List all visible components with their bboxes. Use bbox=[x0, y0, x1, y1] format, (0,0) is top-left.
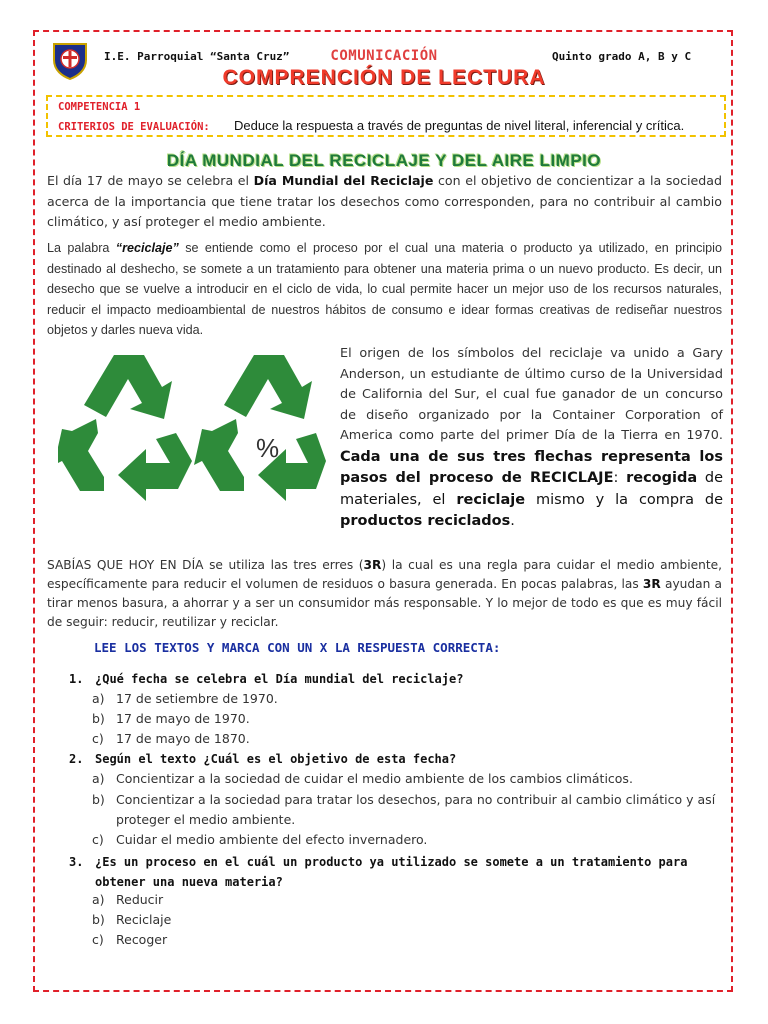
paragraph-1: El día 17 de mayo se celebra el Día Mundial del Reciclaje con el objetivo de concientizar a la sociedad acerca de la importancia que tiene tratar los desechos como corresponden, para no contribuir al cambio climático, y así proteger el medio ambiente. bbox=[47, 173, 723, 229]
reading-title: DÍA MUNDIAL DEL RECICLAJE Y DEL AIRE LIMPIO bbox=[166, 151, 602, 170]
competencia-label: COMPETENCIA 1 bbox=[58, 101, 141, 113]
question-1: 1. ¿Qué fecha se celebra el Día mundial del reciclaje? bbox=[69, 672, 464, 686]
question-2-option-a[interactable]: a) Concientizar a la sociedad de cuidar el medio ambiente de los cambios climáticos. bbox=[92, 771, 633, 786]
question-1-option-c[interactable]: c) 17 de mayo de 1870. bbox=[92, 731, 250, 746]
question-2-option-c[interactable]: c) Cuidar el medio ambiente del efecto invernadero. bbox=[92, 832, 428, 847]
quiz-instruction: LEE LOS TEXTOS Y MARCA CON UN X LA RESPUESTA CORRECTA: bbox=[94, 640, 501, 655]
question-2: 2. Según el texto ¿Cuál es el objetivo de esta fecha? bbox=[69, 752, 457, 766]
question-3: 3. ¿Es un proceso en el cuál un producto ya utilizado se somete a un tratamiento para obtener una nueva materia? bbox=[69, 855, 688, 889]
criterios-label: CRITERIOS DE EVALUACIÓN: bbox=[58, 121, 210, 133]
paragraph-2: La palabra “reciclaje” se entiende como el proceso por el cual una materia o producto ya utilizado, en principio destinado al deshecho, se somete a un tratamiento para obtener una materia prima o un nuevo producto. Es decir, un desecho que se vuelve a introducir en el ciclo de vida, lo cual permite hacer un mejor uso de los recursos naturales, reducir el impacto medioambiental de nuestros hábitos de consumo e idear formas creativas de rediseñar nuestros objetos y darles nueva vida. bbox=[47, 241, 722, 337]
criterios-text: Deduce la respuesta a través de preguntas de nivel literal, inferencial y crítica. bbox=[234, 118, 685, 133]
question-3-option-a[interactable]: a) Reducir bbox=[92, 892, 164, 907]
recycle-icon bbox=[58, 355, 192, 501]
question-3-option-c[interactable]: c) Recoger bbox=[92, 932, 168, 947]
paragraph-4: SABÍAS QUE HOY EN DÍA se utiliza las tres erres (3R) la cual es una regla para cuidar el medio ambiente, específicamente para reducir el volumen de residuos o basura generada. En pocas palabras, las 3R ayudan a tirar menos basura, a ahorrar y a ser un consumidor más responsable. Y lo mejor de todo es que es muy fácil de seguir: reducir, reutilizar y reciclar. bbox=[47, 558, 722, 629]
percent-symbol: % bbox=[256, 433, 280, 463]
question-1-option-a[interactable]: a) 17 de setiembre de 1970. bbox=[92, 691, 278, 706]
question-2-option-b[interactable]: b) Concientizar a la sociedad para tratar los desechos, para no contribuir al cambio climático y así proteger el medio ambiente. bbox=[92, 792, 716, 827]
recycle-icons bbox=[58, 345, 326, 545]
recycle-percent-icon bbox=[194, 355, 326, 501]
subject-title: COMUNICACIÓN bbox=[330, 48, 438, 64]
page-title: COMPRENCIÓN DE LECTURA bbox=[222, 66, 546, 89]
school-name: I.E. Parroquial “Santa Cruz” bbox=[104, 50, 290, 63]
paragraph-3: El origen de los símbolos del reciclaje va unido a Gary Anderson, un estudiante de último curso de la Universidad de California del Sur, el cual fue ganador de un concurso de diseño organizado por la Container Corporation of America como parte del primer Día de la Tierra en 1970. Cada una de sus tres flechas representa los pasos del proceso de RECICLAJE: recogida de materiales, el reciclaje mismo y la compra de productos reciclados. bbox=[340, 346, 724, 529]
grade-label: Quinto grado A, B y C bbox=[552, 50, 692, 63]
question-3-option-b[interactable]: b) Reciclaje bbox=[92, 912, 172, 927]
question-1-option-b[interactable]: b) 17 de mayo de 1970. bbox=[92, 711, 250, 726]
